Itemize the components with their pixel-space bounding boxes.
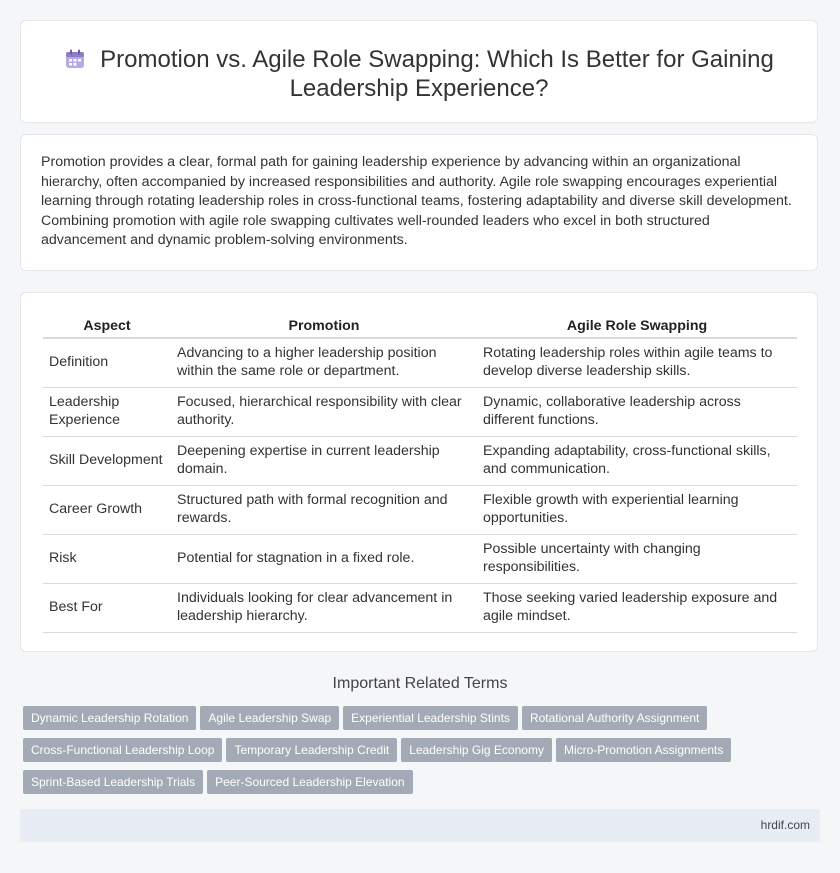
- row-promotion: Advancing to a higher leadership position within the same role or department.: [171, 339, 477, 388]
- page-title: [61, 45, 777, 103]
- related-term-tag[interactable]: Peer-Sourced Leadership Elevation: [207, 770, 412, 794]
- table-row: [43, 388, 797, 437]
- table-row: [43, 339, 797, 388]
- row-agile: Dynamic, collaborative leadership across different functions.: [477, 388, 797, 437]
- row-promotion: Potential for stagnation in a fixed role.: [171, 535, 477, 584]
- related-terms-tags: [23, 706, 813, 802]
- related-term-tag[interactable]: Leadership Gig Economy: [401, 738, 552, 762]
- related-term-tag[interactable]: Agile Leadership Swap: [200, 706, 339, 730]
- related-term-tag[interactable]: Experiential Leadership Stints: [343, 706, 518, 730]
- calendar-icon: [64, 48, 86, 70]
- row-promotion: Focused, hierarchical responsibility with clear authority.: [171, 388, 477, 437]
- row-agile: Rotating leadership roles within agile teams to develop diverse leadership skills.: [477, 339, 797, 388]
- header-aspect: Aspect: [43, 315, 171, 339]
- row-promotion: Individuals looking for clear advancement in leadership hierarchy.: [171, 584, 477, 633]
- row-aspect: Career Growth: [43, 486, 171, 535]
- row-aspect: Definition: [43, 339, 171, 388]
- header-card: [20, 20, 818, 123]
- related-terms-title: Important Related Terms: [332, 675, 508, 692]
- footer: [20, 809, 820, 842]
- header-promotion: Promotion: [171, 315, 477, 339]
- related-term-tag[interactable]: Cross-Functional Leadership Loop: [23, 738, 222, 762]
- row-aspect: Best For: [43, 584, 171, 633]
- row-agile: Flexible growth with experiential learning opportunities.: [477, 486, 797, 535]
- table-row: [43, 535, 797, 584]
- table-row: [43, 437, 797, 486]
- row-aspect: Leadership Experience: [43, 388, 171, 437]
- table-row: [43, 584, 797, 633]
- comparison-card: [20, 292, 818, 652]
- comparison-table: [43, 315, 797, 633]
- row-agile: Expanding adaptability, cross-functional skills, and communication.: [477, 437, 797, 486]
- table-row: [43, 486, 797, 535]
- related-term-tag[interactable]: Micro-Promotion Assignments: [556, 738, 731, 762]
- footer-site-link[interactable]: hrdif.com: [760, 818, 810, 832]
- related-term-tag[interactable]: Dynamic Leadership Rotation: [23, 706, 196, 730]
- row-aspect: Skill Development: [43, 437, 171, 486]
- row-aspect: Risk: [43, 535, 171, 584]
- row-promotion: Structured path with formal recognition and rewards.: [171, 486, 477, 535]
- related-term-tag[interactable]: Rotational Authority Assignment: [522, 706, 707, 730]
- row-agile: Possible uncertainty with changing responsibilities.: [477, 535, 797, 584]
- intro-card: [20, 134, 818, 271]
- page-title-text: Promotion vs. Agile Role Swapping: Which Is Better for Gaining Leadership Experience?: [100, 46, 774, 102]
- related-term-tag[interactable]: Sprint-Based Leadership Trials: [23, 770, 203, 794]
- related-term-tag[interactable]: Temporary Leadership Credit: [226, 738, 397, 762]
- intro-paragraph: Promotion provides a clear, formal path for gaining leadership experience by advancing within an organizational hierarchy, often accompanied by increased responsibilities and authority. Agile role swapping encourages experiential learning through rotating leadership roles in cross-functional teams, fostering adaptability and diverse skill development. Combining promotion with agile role swapping cultivates well-rounded leaders who excel in both structured advancement and dynamic problem-solving environments.: [41, 154, 792, 249]
- row-agile: Those seeking varied leadership exposure and agile mindset.: [477, 584, 797, 633]
- header-agile-role-swapping: Agile Role Swapping: [477, 315, 797, 339]
- row-promotion: Deepening expertise in current leadership domain.: [171, 437, 477, 486]
